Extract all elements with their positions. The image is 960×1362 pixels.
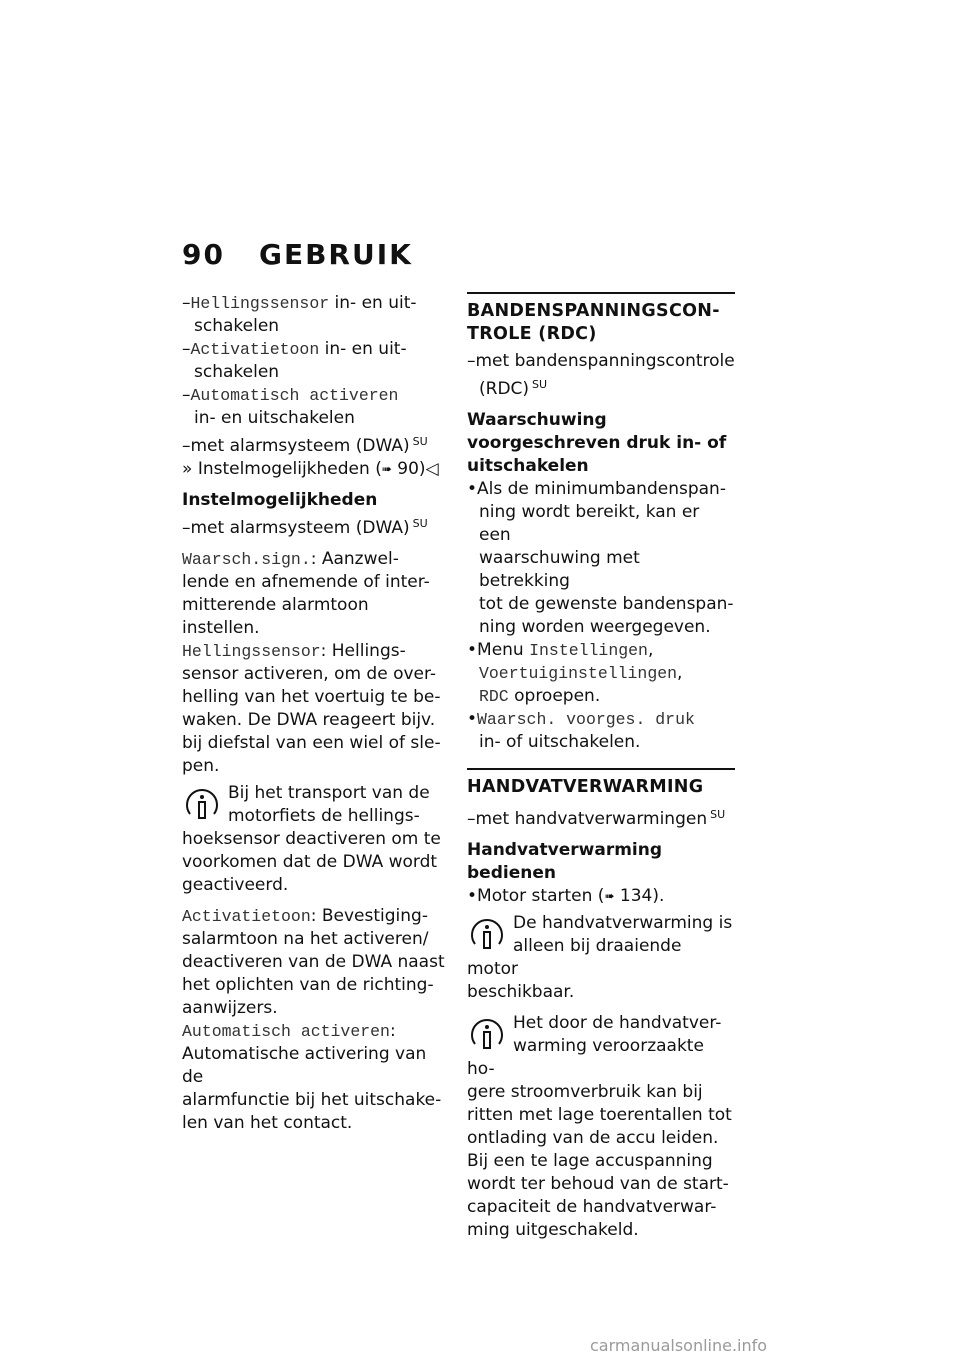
info-icon [182, 784, 222, 824]
paragraph: Activatietoon: Bevestiging- salarmtoon na het activeren/ deactiveren van de DWA naast het oplichten van de richting- aanwijzers. [182, 906, 445, 1018]
page-header [182, 238, 413, 271]
list-item: –Activatietoon in- en uit- schakelen [182, 339, 407, 382]
arrow-right-icon: ➠ [381, 462, 392, 476]
arrow-right-icon: ➠ [604, 889, 615, 903]
info-icon [467, 914, 507, 954]
list-item: –met alarmsysteem (DWA) $^{SU}$ [182, 435, 428, 456]
cross-reference[interactable]: •Motor starten (➠ 134). [467, 886, 665, 906]
subheading: Waarschuwing voorgeschreven druk in- of uitschakelen [467, 410, 727, 476]
watermark: carmanualsonline.info [590, 1336, 768, 1355]
right-column [467, 292, 735, 1242]
left-column [182, 292, 450, 1135]
section-title: HANDVATVERWARMING [467, 768, 735, 799]
list-item: •Waarsch. voorges. druk in- of uitschakelen. [467, 709, 695, 752]
info-note: Het door de handvatver- warming veroorzaakte ho- gere stroomverbruik kan bij ritten met lage toerentallen tot ontlading van de accu leiden. Bij een te lage accuspanning wordt ter behoud van de start- capaciteit de handvatverwar- ming uitgeschakeld. [467, 1013, 732, 1240]
list-item: •Menu Instellingen, Voertuiginstellingen, RDC oproepen. [467, 640, 683, 706]
page-number: 90 [182, 238, 225, 271]
info-note: Bij het transport van de motorfiets de hellings- hoeksensor deactiveren om te voorkomen dat de DWA wordt geactiveerd. [182, 783, 441, 895]
list-item: –met handvatverwarmingen $^{SU}$ [467, 808, 726, 829]
page-title: GEBRUIK [258, 238, 413, 271]
subheading: Instelmogelijkheden [182, 490, 378, 510]
info-note: De handvatverwarming is alleen bij draaiende motor beschikbaar. [467, 913, 733, 1002]
list-item: •Als de minimumbandenspan- ning wordt bereikt, kan er een waarschuwing met betrekking tot de gewenste bandenspan- ning worden weergegeven. [467, 479, 734, 637]
list-item: –met alarmsysteem (DWA) $^{SU}$ [182, 517, 428, 538]
paragraph: Automatisch activeren: Automatische activering van de alarmfunctie bij het uitschake- len van het contact. [182, 1021, 442, 1133]
subheading: Handvatverwarming bedienen [467, 840, 663, 883]
end-mark-icon: ◁ [425, 459, 439, 479]
list-item: –met bandenspanningscontrole (RDC) $^{SU}$ [467, 351, 735, 399]
cross-reference[interactable]: » Instelmogelijkheden (➠ 90)◁ [182, 459, 439, 479]
info-icon [467, 1014, 507, 1054]
paragraph: Waarsch.sign.: Aanzwel- lende en afnemende of inter- mitterende alarmtoon instellen. [182, 549, 430, 638]
section-title: BANDENSPANNINGSCON- TROLE (RDC) [467, 292, 735, 346]
list-item: –Automatisch activeren in- en uitschakelen [182, 385, 399, 428]
paragraph: Hellingssensor: Hellings- sensor activeren, om de over- helling van het voertuig te be- waken. De DWA reageert bijv. bij diefstal van een wiel of sle- pen. [182, 641, 441, 776]
list-item: –Hellingssensor in- en uit- schakelen [182, 293, 417, 336]
